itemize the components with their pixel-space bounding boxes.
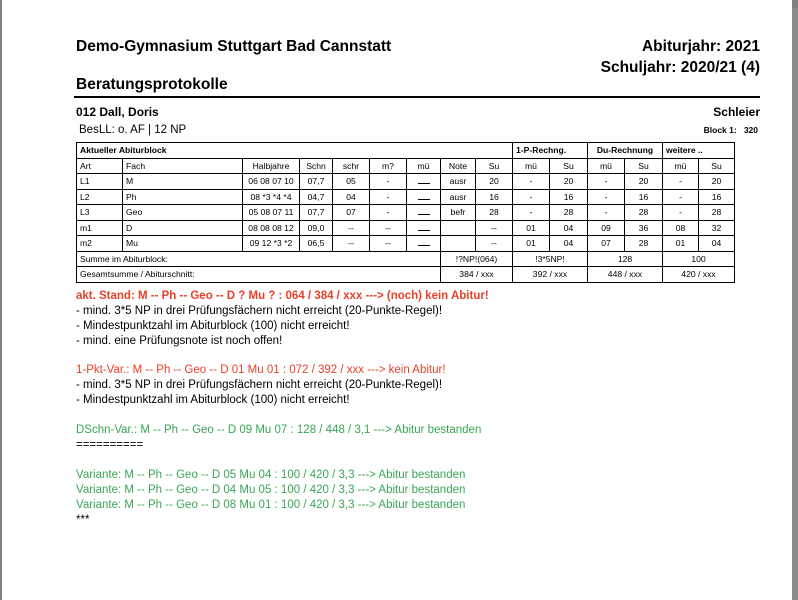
table-cell: - — [370, 174, 407, 190]
mue-blank — [418, 238, 430, 246]
title-rule — [74, 96, 760, 98]
sum-value: !?NP!(064) — [441, 251, 513, 267]
sum-value: 128 — [588, 251, 663, 267]
total-row — [77, 267, 735, 283]
table-cell: 28 — [699, 205, 735, 221]
table-cell: 08 — [663, 220, 699, 236]
mue-blank — [418, 192, 430, 200]
table-cell: 04,7 — [300, 189, 333, 205]
table-cell: 04 — [699, 236, 735, 252]
total-value: 384 / xxx — [441, 267, 513, 283]
table-cell: 07 — [588, 236, 625, 252]
variant-line: Variante: M -- Ph -- Geo -- D 08 Mu 01 : 100 / 420 / 3,3 ---> Abitur bestanden — [76, 499, 466, 511]
table-cell: 20 — [625, 174, 663, 190]
group-1p: 1-P-Rechng. — [513, 143, 588, 159]
table-cell: L1 — [77, 174, 123, 190]
table-cell: befr — [441, 205, 476, 221]
table-cell: D — [123, 220, 243, 236]
col-header: Fach — [123, 158, 243, 174]
pkt-reason: - Mindestpunktzahl im Abiturblock (100) nicht erreicht! — [76, 394, 350, 406]
col-header: Art — [77, 158, 123, 174]
table-cell: - — [663, 205, 699, 221]
total-value: 448 / xxx — [588, 267, 663, 283]
col-header: m? — [370, 158, 407, 174]
table-cell: - — [513, 205, 550, 221]
variant-line: Variante: M -- Ph -- Geo -- D 04 Mu 05 : 100 / 420 / 3,3 ---> Abitur bestanden — [76, 484, 466, 496]
table-cell: 28 — [476, 205, 513, 221]
table-cell: - — [513, 174, 550, 190]
table-cell: 01 — [513, 236, 550, 252]
school-name: Demo-Gymnasium Stuttgart Bad Cannstatt — [76, 38, 392, 55]
table-cell: 07,7 — [300, 205, 333, 221]
table-cell: - — [513, 189, 550, 205]
mue-blank — [418, 223, 430, 231]
table-cell: 06,5 — [300, 236, 333, 252]
table-cell: 16 — [550, 189, 588, 205]
table-body — [77, 174, 735, 252]
besll-info: BesLL: o. AF | 12 NP — [79, 124, 187, 136]
table-cell: - — [588, 189, 625, 205]
separator-line: ========== — [76, 439, 144, 451]
block-info — [704, 125, 758, 135]
table-cell: 20 — [476, 174, 513, 190]
table-cell: ausr — [441, 174, 476, 190]
table-cell: 08 08 08 12 — [243, 220, 300, 236]
table-cell: 09 12 *3 *2 — [243, 236, 300, 252]
table-cell: -- — [333, 236, 370, 252]
stand-reason: - mind. 3*5 NP in drei Prüfungsfächern nicht erreicht (20-Punkte-Regel)! — [76, 305, 443, 317]
table-cell: - — [588, 205, 625, 221]
table-cell: 20 — [550, 174, 588, 190]
col-header: Note — [441, 158, 476, 174]
variant-line: Variante: M -- Ph -- Geo -- D 05 Mu 04 : 100 / 420 / 3,3 ---> Abitur bestanden — [76, 469, 466, 481]
col-header: Schn — [300, 158, 333, 174]
sum-label: Summe im Abiturblock: — [77, 251, 441, 267]
table-cell: 28 — [625, 205, 663, 221]
table-cell: - — [663, 174, 699, 190]
dschn-var-line: DSchn-Var.: M -- Ph -- Geo -- D 09 Mu 07 : 128 / 448 / 3,1 ---> Abitur bestanden — [76, 424, 482, 436]
table-cell: - — [588, 174, 625, 190]
col-header: mü — [663, 158, 699, 174]
table-cell: 28 — [625, 236, 663, 252]
table-cell: 16 — [699, 189, 735, 205]
sum-value: 100 — [663, 251, 735, 267]
table-cell: -- — [370, 220, 407, 236]
table-cell: -- — [370, 236, 407, 252]
table-cell — [407, 205, 441, 221]
col-header: Su — [625, 158, 663, 174]
col-header: Su — [699, 158, 735, 174]
table-cell: 28 — [550, 205, 588, 221]
table-cell: M — [123, 174, 243, 190]
sum-row — [77, 251, 735, 267]
table-cell — [407, 220, 441, 236]
table-cell: m1 — [77, 220, 123, 236]
col-header: mü — [407, 158, 441, 174]
table-cell: 07 — [333, 205, 370, 221]
table-cell: 32 — [699, 220, 735, 236]
table-row — [77, 174, 735, 190]
table-row — [77, 189, 735, 205]
table-row — [77, 205, 735, 221]
col-header: Su — [476, 158, 513, 174]
block-value: 320 — [743, 125, 758, 135]
table-cell: 09 — [588, 220, 625, 236]
table-cell: - — [663, 189, 699, 205]
table-cell: 04 — [550, 220, 588, 236]
table-cell — [441, 220, 476, 236]
schuljahr: Schuljahr: 2020/21 (4) — [600, 59, 760, 76]
table-row — [77, 236, 735, 252]
mue-blank — [418, 176, 430, 184]
table-cell: Geo — [123, 205, 243, 221]
sum-value: !3*5NP! — [513, 251, 588, 267]
total-value: 420 / xxx — [663, 267, 735, 283]
table-cell: 01 — [663, 236, 699, 252]
pkt-var-line: 1-Pkt-Var.: M -- Ph -- Geo -- D 01 Mu 01 : 072 / 392 / xxx ---> kein Abitur! — [76, 364, 446, 376]
col-header: Su — [550, 158, 588, 174]
table-row — [77, 220, 735, 236]
table-cell: 05 — [333, 174, 370, 190]
table-header-row — [77, 158, 735, 174]
section-title: Aktueller Abiturblock — [77, 143, 513, 159]
table-cell: - — [370, 189, 407, 205]
total-label: Gesamtsumme / Abiturschnitt: — [77, 267, 441, 283]
table-cell: 05 08 07 11 — [243, 205, 300, 221]
table-cell: 09,0 — [300, 220, 333, 236]
table-cell: 04 — [333, 189, 370, 205]
table-cell: 08 *3 *4 *4 — [243, 189, 300, 205]
table-cell: Ph — [123, 189, 243, 205]
table-cell: -- — [476, 236, 513, 252]
table-title-row — [77, 143, 735, 159]
mue-blank — [418, 207, 430, 215]
end-marker: *** — [76, 514, 90, 526]
stand-line: akt. Stand: M -- Ph -- Geo -- D ? Mu ? : 064 / 384 / xxx ---> (noch) kein Abitur! — [76, 290, 489, 302]
stand-reason: - mind. eine Prüfungsnote ist noch offen! — [76, 335, 283, 347]
table-cell: -- — [476, 220, 513, 236]
col-header: mü — [513, 158, 550, 174]
table-cell: 01 — [513, 220, 550, 236]
abiturblock-table — [76, 142, 735, 283]
table-cell: - — [370, 205, 407, 221]
table-cell: 16 — [625, 189, 663, 205]
col-header: Halbjahre — [243, 158, 300, 174]
table-cell: 36 — [625, 220, 663, 236]
stand-reason: - Mindestpunktzahl im Abiturblock (100) nicht erreicht! — [76, 320, 350, 332]
table-cell: L2 — [77, 189, 123, 205]
col-header: schr — [333, 158, 370, 174]
total-value: 392 / xxx — [513, 267, 588, 283]
group-weitere: weitere .. — [663, 143, 735, 159]
table-cell: 07,7 — [300, 174, 333, 190]
table-cell: 04 — [550, 236, 588, 252]
table-cell: L3 — [77, 205, 123, 221]
table-cell: -- — [333, 220, 370, 236]
page-shadow — [792, 8, 798, 600]
table-cell — [407, 236, 441, 252]
table-cell — [407, 189, 441, 205]
block-label: Block 1: — [703, 125, 737, 135]
col-header: mü — [588, 158, 625, 174]
table-cell: m2 — [77, 236, 123, 252]
table-cell: 16 — [476, 189, 513, 205]
student-name: 012 Dall, Doris — [76, 105, 159, 119]
table-cell: 06 08 07 10 — [243, 174, 300, 190]
table-cell: 20 — [699, 174, 735, 190]
doc-title: Beratungsprotokolle — [76, 76, 228, 93]
group-du: Du-Rechnung — [588, 143, 663, 159]
table-cell — [407, 174, 441, 190]
table-cell — [441, 236, 476, 252]
teacher-name: Schleier — [713, 105, 760, 119]
table-cell: Mu — [123, 236, 243, 252]
table-cell: ausr — [441, 189, 476, 205]
abiturjahr: Abiturjahr: 2021 — [641, 38, 760, 55]
pkt-reason: - mind. 3*5 NP in drei Prüfungsfächern nicht erreicht (20-Punkte-Regel)! — [76, 379, 443, 391]
